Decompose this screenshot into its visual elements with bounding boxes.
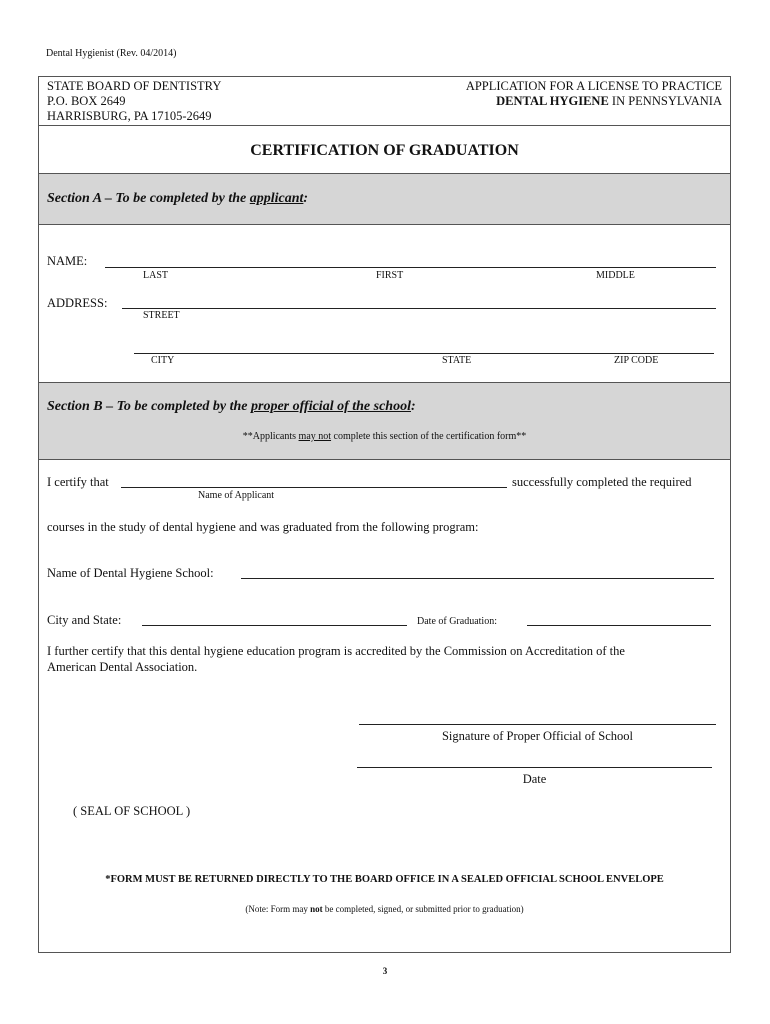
board-po-box: P.O. BOX 2649 xyxy=(47,94,126,108)
section-a-header xyxy=(39,174,730,224)
application-state: IN PENNSYLVANIA xyxy=(608,94,722,108)
section-b-header xyxy=(39,383,730,459)
page-title: CERTIFICATION OF GRADUATION xyxy=(250,142,519,159)
section-a-title: Section A – To be completed by the applicant: xyxy=(47,191,309,206)
city-state-zip-field[interactable] xyxy=(134,353,714,354)
last-label: LAST xyxy=(143,270,168,281)
courses-text: courses in the study of dental hygiene and was graduated from the following program: xyxy=(47,520,479,534)
school-seal-placeholder: ( SEAL OF SCHOOL ) xyxy=(73,804,191,818)
date-field[interactable] xyxy=(357,767,712,768)
city-state-label: City and State: xyxy=(47,613,122,627)
name-of-applicant-label: Name of Applicant xyxy=(198,490,275,501)
graduation-date-label: Date of Graduation: xyxy=(417,616,497,627)
section-a-divider xyxy=(39,224,730,225)
revision-label: Dental Hygienist (Rev. 04/2014) xyxy=(46,48,177,59)
page-number: 3 xyxy=(382,966,388,976)
certify-label: I certify that xyxy=(47,475,109,489)
board-address xyxy=(47,79,221,124)
accreditation-statement: I further certify that this dental hygiene education program is accredited by the Commission on Accreditation of the American Dental Association. xyxy=(47,644,625,674)
return-notice: *FORM MUST BE RETURNED DIRECTLY TO THE BOARD OFFICE IN A SEALED OFFICIAL SCHOOL ENVELOPE xyxy=(105,874,664,885)
signature-field[interactable] xyxy=(359,724,716,725)
application-line1: APPLICATION FOR A LICENSE TO PRACTICE xyxy=(465,79,722,93)
application-line2 xyxy=(466,94,722,109)
applicant-restriction-note: **Applicants may not complete this section of the certification form** xyxy=(242,431,527,442)
certify-tail: successfully completed the required xyxy=(512,475,692,489)
zip-label: ZIP CODE xyxy=(614,355,659,366)
city-state-field[interactable] xyxy=(142,625,407,626)
application-dental-hygiene: DENTAL HYGIENE xyxy=(496,94,609,108)
name-label: NAME: xyxy=(47,254,88,268)
school-label: Name of Dental Hygiene School: xyxy=(47,566,214,580)
school-field[interactable] xyxy=(241,578,714,579)
certification-form xyxy=(38,76,731,953)
street-label: STREET xyxy=(143,310,180,321)
section-b-title: Section B – To be completed by the proper official of the school: xyxy=(47,399,416,414)
graduation-date-field[interactable] xyxy=(527,625,711,626)
middle-label: MIDDLE xyxy=(596,270,635,281)
signature-label: Signature of Proper Official of School xyxy=(441,729,634,743)
board-city: HARRISBURG, PA 17105-2649 xyxy=(47,109,212,123)
first-label: FIRST xyxy=(376,270,404,281)
street-field[interactable] xyxy=(122,308,716,309)
state-label: STATE xyxy=(442,355,472,366)
header-divider xyxy=(39,125,730,126)
board-name: STATE BOARD OF DENTISTRY xyxy=(47,79,222,93)
date-label: Date xyxy=(522,772,547,786)
section-b-divider xyxy=(39,459,730,460)
city-label: CITY xyxy=(151,355,175,366)
name-field[interactable] xyxy=(105,267,716,268)
application-title xyxy=(466,79,722,109)
applicant-name-field[interactable] xyxy=(121,487,507,488)
graduation-note: (Note: Form may not be completed, signed, or submitted prior to graduation) xyxy=(245,904,524,914)
address-label: ADDRESS: xyxy=(47,296,108,310)
